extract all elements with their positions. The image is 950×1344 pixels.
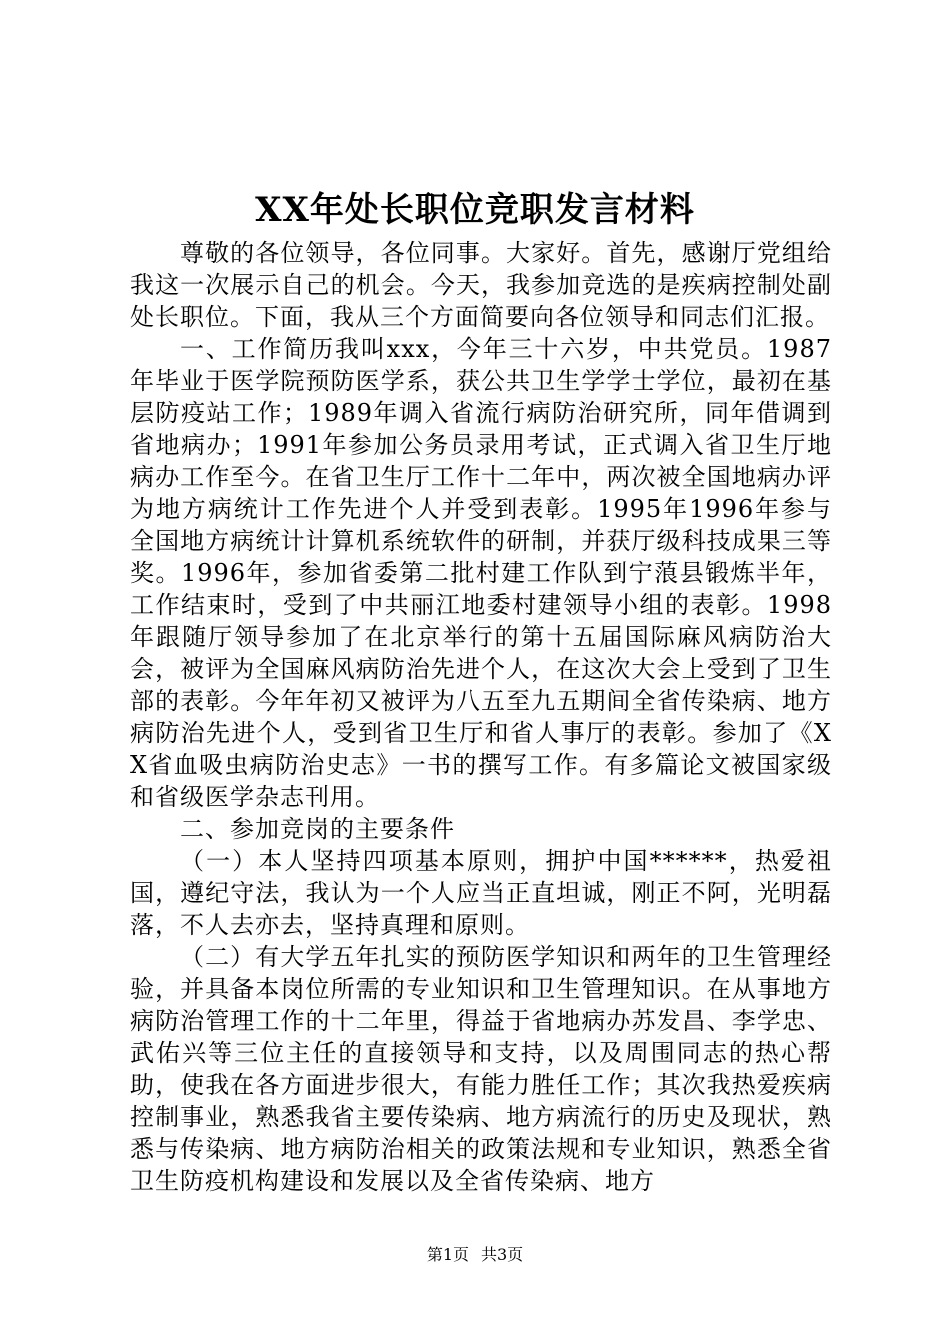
page-number: 第1页 [426,1245,469,1264]
document-title: XX年处长职位竞职发言材料 [255,190,695,230]
page-footer [0,1244,950,1266]
paragraph-section-heading: 二、参加竞岗的主要条件 [180,815,455,843]
paragraph-greeting: 尊敬的各位领导，各位同事。大家好。首先，感谢厅党组给我这一次展示自己的机会。今天，我参加竞选的是疾病控制处副处长职位。下面，我从三个方面简要向各位领导和同志们汇报。 [130,239,832,331]
paragraph-work-history: 一、工作简历我叫xxx，今年三十六岁，中共党员。1987年毕业于医学院预防医学系，获公共卫生学学士学位，最初在基层防疫站工作；1989年调入省流行病防治研究所，同年借调到省地病办；1991年参加公务员录用考试，正式调入省卫生厅地病办工作至今。在省卫生厅工作十二年中，两次被全国地病办评为地方病统计工作先进个人并受到表彰。1995年1996年参与全国地方病统计计算机系统软件的研制，并获厅级科技成果三等奖。1996年，参加省委第二批村建工作队到宁蒗县锻炼半年，工作结束时，受到了中共丽江地委村建领导小组的表彰。1998年跟随厅领导参加了在北京举行的第十五届国际麻风病防治大会，被评为全国麻风病防治先进个人，在这次大会上受到了卫生部的表彰。今年年初又被评为八五至九五期间全省传染病、地方病防治先进个人，受到省卫生厅和省人事厅的表彰。参加了《XX省血吸虫病防治史志》一书的撰写工作。有多篇论文被国家级和省级医学杂志刊用。 [130,335,832,811]
page-total: 共3页 [481,1245,524,1264]
paragraph-condition-two: （二）有大学五年扎实的预防医学知识和两年的卫生管理经验，并具备本岗位所需的专业知识和卫生管理知识。在从事地方病防治管理工作的十二年里，得益于省地病办苏发昌、李学忠、武佑兴等三位主任的直接领导和支持，以及周围同志的热心帮助，使我在各方面进步很大，有能力胜任工作；其次我热爱疾病控制事业，熟悉我省主要传染病、地方病流行的历史及现状，熟悉与传染病、地方病防治相关的政策法规和专业知识，熟悉全省卫生防疫机构建设和发展以及全省传染病、地方 [130,943,832,1195]
paragraph-condition-one: （一）本人坚持四项基本原则，拥护中国******，热爱祖国，遵纪守法，我认为一个人应当正直坦诚，刚正不阿，光明磊落，不人去亦去，坚持真理和原则。 [130,847,832,939]
document-body [130,237,832,1197]
